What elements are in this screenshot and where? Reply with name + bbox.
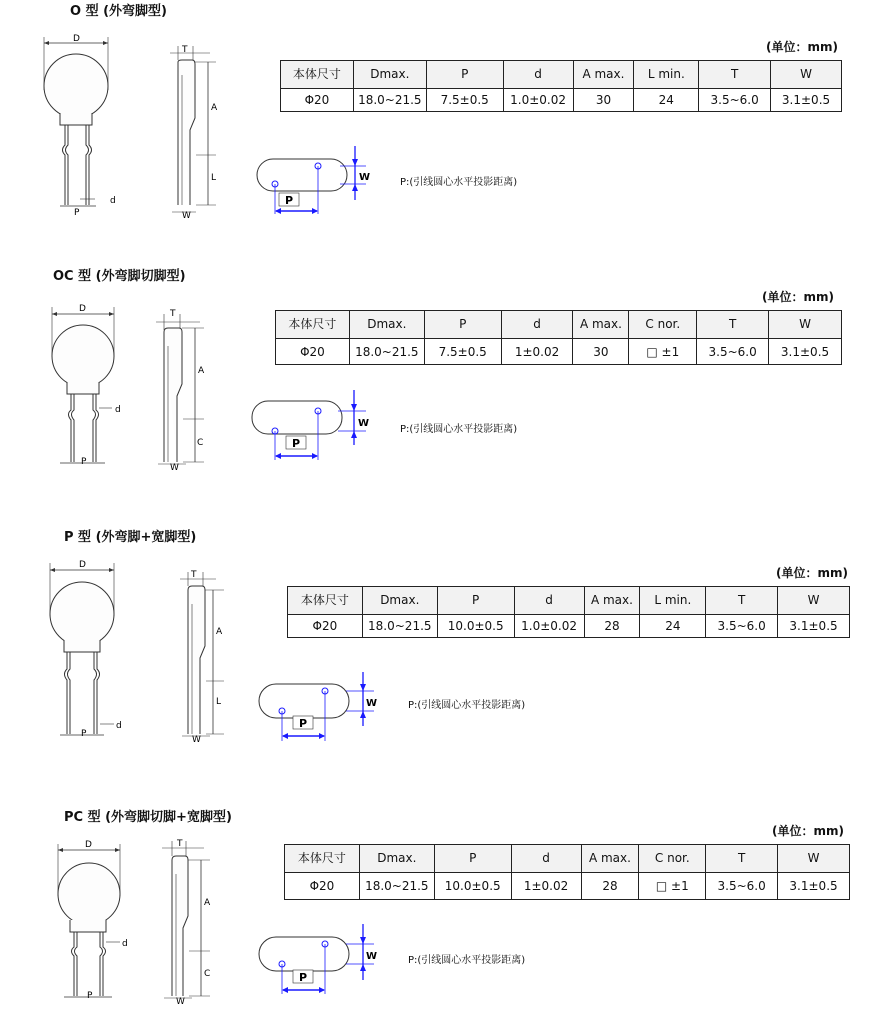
side-view-drawing — [170, 46, 216, 212]
front-view-drawing — [52, 307, 114, 463]
header-cell: 本体尺寸 — [276, 311, 350, 339]
header-cell: Dmax. — [349, 311, 424, 339]
pitch-note: P:(引线圆心水平投影距离) — [400, 424, 518, 435]
header-cell: A max. — [573, 311, 629, 339]
thickness-label: T — [177, 839, 183, 849]
pitch-view-drawing — [257, 146, 366, 214]
table-row — [288, 615, 850, 638]
table-cell: □ ±1 — [629, 339, 697, 365]
unit-label: (单位：mm) — [772, 824, 844, 838]
header-cell: A max. — [573, 61, 634, 89]
section-o-type — [0, 0, 884, 250]
header-cell: P — [437, 587, 514, 615]
table-cell: 3.1±0.5 — [771, 89, 842, 112]
section-title: OC 型 (外弯脚切脚型) — [53, 269, 186, 284]
table-cell: 1.0±0.02 — [503, 89, 573, 112]
component-drawings — [0, 262, 884, 512]
width-label: W — [192, 735, 201, 745]
pitch-view-p-label: P — [299, 971, 308, 984]
table-cell: 7.5±0.5 — [424, 339, 501, 365]
diameter-label: D — [79, 560, 86, 570]
front-view-drawing — [44, 37, 108, 206]
component-drawings — [0, 0, 884, 250]
table-row — [281, 89, 842, 112]
width-label: W — [176, 997, 185, 1007]
section-p-type — [0, 524, 884, 774]
header-cell: T — [699, 61, 771, 89]
width-label: W — [170, 463, 179, 473]
header-cell: d — [511, 845, 581, 873]
table-row — [276, 339, 842, 365]
header-cell: A max. — [584, 587, 640, 615]
header-cell: T — [706, 587, 778, 615]
thickness-label: T — [182, 45, 188, 55]
side-view-drawing — [162, 841, 210, 998]
pitch-view-p-label: P — [285, 194, 294, 207]
table-cell: 3.5~6.0 — [706, 873, 778, 900]
lead-length-label: C — [197, 438, 204, 448]
diameter-label: D — [85, 840, 92, 850]
section-title: O 型 (外弯脚型) — [70, 4, 167, 19]
pitch-note: P:(引线圆心水平投影距离) — [400, 177, 518, 188]
table-row — [285, 873, 850, 900]
front-view-drawing — [50, 563, 114, 735]
header-cell: d — [501, 311, 573, 339]
header-cell: Dmax. — [359, 845, 434, 873]
header-cell: T — [706, 845, 778, 873]
table-cell: Φ20 — [276, 339, 350, 365]
unit-label: (单位：mm) — [776, 566, 848, 580]
table-cell: Φ20 — [285, 873, 360, 900]
height-label: A — [204, 898, 211, 908]
spec-table — [287, 586, 850, 638]
header-cell: W — [778, 845, 850, 873]
height-label: A — [198, 366, 205, 376]
table-cell: 3.1±0.5 — [778, 615, 850, 638]
pitch-view-drawing — [259, 924, 374, 994]
section-pc-type — [0, 804, 884, 1020]
header-cell: 本体尺寸 — [281, 61, 354, 89]
thickness-label: T — [170, 309, 176, 319]
table-cell: 18.0~21.5 — [353, 89, 426, 112]
table-cell: 3.1±0.5 — [769, 339, 842, 365]
table-cell: 3.5~6.0 — [706, 615, 778, 638]
lead-diameter-label: d — [115, 405, 121, 415]
table-cell: 18.0~21.5 — [362, 615, 437, 638]
pitch-label: P — [87, 991, 93, 1001]
header-cell: C nor. — [639, 845, 706, 873]
table-header-row — [276, 311, 842, 339]
table-cell: 1.0±0.02 — [514, 615, 584, 638]
header-cell: 本体尺寸 — [288, 587, 363, 615]
pitch-view-w-label: W — [366, 951, 378, 962]
width-label: W — [182, 211, 191, 221]
table-cell: 1±0.02 — [511, 873, 581, 900]
lead-diameter-label: d — [110, 196, 116, 206]
lead-length-label: C — [204, 969, 211, 979]
header-cell: d — [514, 587, 584, 615]
unit-label: (单位：mm) — [766, 40, 838, 54]
spec-table — [284, 844, 850, 900]
spec-table — [280, 60, 842, 112]
header-cell: C nor. — [629, 311, 697, 339]
table-cell: □ ±1 — [639, 873, 706, 900]
header-cell: W — [771, 61, 842, 89]
pitch-view-w-label: W — [366, 698, 378, 709]
table-cell: 3.1±0.5 — [778, 873, 850, 900]
header-cell: L min. — [634, 61, 699, 89]
header-cell: L min. — [640, 587, 706, 615]
table-cell: 18.0~21.5 — [359, 873, 434, 900]
table-header-row — [288, 587, 850, 615]
diameter-label: D — [79, 304, 86, 314]
header-cell: A max. — [581, 845, 639, 873]
table-cell: 1±0.02 — [501, 339, 573, 365]
header-cell: P — [424, 311, 501, 339]
pitch-view-p-label: P — [292, 437, 301, 450]
pitch-note: P:(引线圆心水平投影距离) — [408, 700, 526, 711]
unit-label: (单位：mm) — [762, 290, 834, 304]
section-title: PC 型 (外弯脚切脚+宽脚型) — [64, 810, 232, 825]
table-cell: 3.5~6.0 — [697, 339, 769, 365]
table-cell: 10.0±0.5 — [437, 615, 514, 638]
table-cell: 10.0±0.5 — [434, 873, 511, 900]
pitch-label: P — [81, 457, 87, 467]
table-cell: 30 — [573, 339, 629, 365]
lead-diameter-label: d — [116, 721, 122, 731]
header-cell: 本体尺寸 — [285, 845, 360, 873]
pitch-note: P:(引线圆心水平投影距离) — [408, 955, 526, 966]
diameter-label: D — [73, 34, 80, 44]
pitch-label: P — [81, 729, 87, 739]
spec-table — [275, 310, 842, 365]
thickness-label: T — [191, 570, 197, 580]
table-cell: Φ20 — [281, 89, 354, 112]
header-cell: d — [503, 61, 573, 89]
pitch-label: P — [74, 208, 80, 218]
header-cell: Dmax. — [353, 61, 426, 89]
table-cell: 18.0~21.5 — [349, 339, 424, 365]
lead-length-label: L — [216, 697, 222, 707]
height-label: A — [211, 103, 218, 113]
pitch-view-w-label: W — [359, 172, 371, 183]
component-drawings — [0, 524, 884, 774]
header-cell: P — [426, 61, 503, 89]
header-cell: P — [434, 845, 511, 873]
table-cell: 28 — [581, 873, 639, 900]
section-title: P 型 (外弯脚+宽脚型) — [64, 530, 197, 545]
table-cell: 7.5±0.5 — [426, 89, 503, 112]
header-cell: Dmax. — [362, 587, 437, 615]
header-cell: T — [697, 311, 769, 339]
section-oc-type — [0, 262, 884, 512]
front-view-drawing — [58, 844, 120, 997]
header-cell: W — [778, 587, 850, 615]
pitch-view-p-label: P — [299, 717, 308, 730]
header-cell: W — [769, 311, 842, 339]
pitch-view-drawing — [252, 390, 366, 460]
lead-diameter-label: d — [122, 939, 128, 949]
table-cell: Φ20 — [288, 615, 363, 638]
table-header-row — [285, 845, 850, 873]
component-drawings — [0, 804, 884, 1020]
pitch-view-drawing — [259, 672, 374, 741]
pitch-view-w-label: W — [358, 418, 370, 429]
table-cell: 24 — [634, 89, 699, 112]
table-cell: 28 — [584, 615, 640, 638]
lead-length-label: L — [211, 173, 217, 183]
side-view-drawing — [180, 572, 224, 736]
table-cell: 24 — [640, 615, 706, 638]
height-label: A — [216, 627, 223, 637]
table-header-row — [281, 61, 842, 89]
table-cell: 3.5~6.0 — [699, 89, 771, 112]
table-cell: 30 — [573, 89, 634, 112]
